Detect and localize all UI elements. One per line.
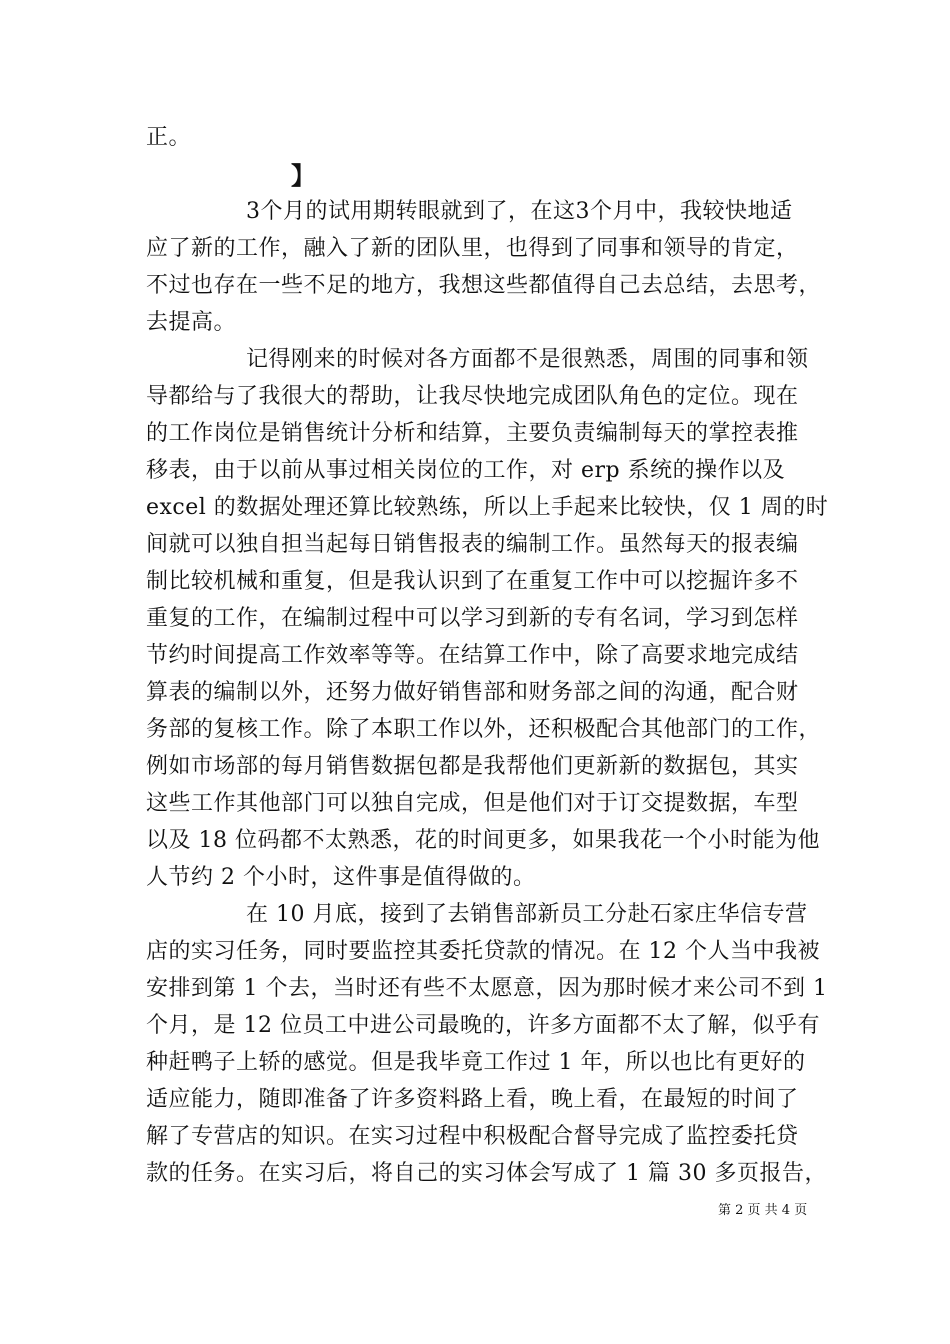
text-line: 间就可以独自担当起每日销售报表的编制工作。虽然每天的报表编	[146, 532, 799, 557]
text-line: 款的任务。在实习后，将自己的实习体会写成了 1 篇 30 多页报告，	[146, 1161, 827, 1186]
text-line: 个月，是 12 位员工中进公司最晚的，许多方面都不太了解，似乎有	[146, 1013, 820, 1038]
text-line: 去提高。	[146, 310, 237, 335]
text-line: 不过也存在一些不足的地方，我想这些都值得自己去总结，去思考，	[146, 273, 822, 298]
text-line: 节约时间提高工作效率等等。在结算工作中，除了高要求地完成结	[146, 643, 799, 668]
text-line: 务部的复核工作。除了本职工作以外，还积极配合其他部门的工作，	[146, 717, 822, 742]
text-line: 这些工作其他部门可以独自完成，但是他们对于订交提数据，车型	[146, 791, 799, 816]
text-line: 导都给与了我很大的帮助，让我尽快地完成团队角色的定位。现在	[146, 384, 799, 409]
text-line: 种赶鸭子上轿的感觉。但是我毕竟工作过 1 年，所以也比有更好的	[146, 1050, 806, 1075]
text-line: 解了专营店的知识。在实习过程中积极配合督导完成了监控委托贷	[146, 1124, 799, 1149]
text-line: 适应能力，随即准备了许多资料路上看，晚上看，在最短的时间了	[146, 1087, 799, 1112]
text-line: 例如市场部的每月销售数据包都是我帮他们更新新的数据包，其实	[146, 754, 799, 779]
text-line: 制比较机械和重复，但是我认识到了在重复工作中可以挖掘许多不	[146, 569, 799, 594]
text-line: 算表的编制以外，还努力做好销售部和财务部之间的沟通，配合财	[146, 680, 799, 705]
text-line: 移表，由于以前从事过相关岗位的工作，对 erp 系统的操作以及	[146, 458, 786, 483]
bracket-mark: 】	[291, 161, 315, 190]
text-line: 安排到第 1 个去，当时还有些不太愿意，因为那时候才来公司不到 1	[146, 976, 828, 1001]
paragraph-3-line: 在 10 月底，接到了去销售部新员工分赴石家庄华信专营	[246, 902, 808, 927]
text-line: 以及 18 位码都不太熟悉，花的时间更多，如果我花一个小时能为他	[146, 828, 820, 853]
text-line: 应了新的工作，融入了新的团队里，也得到了同事和领导的肯定，	[146, 236, 799, 261]
paragraph-2-line: 记得刚来的时候对各方面都不是很熟悉，周围的同事和领	[246, 347, 809, 372]
text-line: 人节约 2 个小时，这件事是值得做的。	[146, 865, 536, 890]
page-number-footer: 第 2 页 共 4 页	[718, 1203, 808, 1218]
paragraph-1-line: 3个月的试用期转眼就到了，在这3个月中，我较快地适	[246, 199, 793, 224]
text-line: 重复的工作，在编制过程中可以学习到新的专有名词，学习到怎样	[146, 606, 799, 631]
text-line: 正。	[146, 125, 192, 150]
text-line: excel 的数据处理还算比较熟练，所以上手起来比较快，仅 1 周的时	[146, 495, 829, 520]
text-line: 店的实习任务，同时要监控其委托贷款的情况。在 12 个人当中我被	[146, 939, 820, 964]
text-line: 的工作岗位是销售统计分析和结算，主要负责编制每天的掌控表推	[146, 421, 799, 446]
